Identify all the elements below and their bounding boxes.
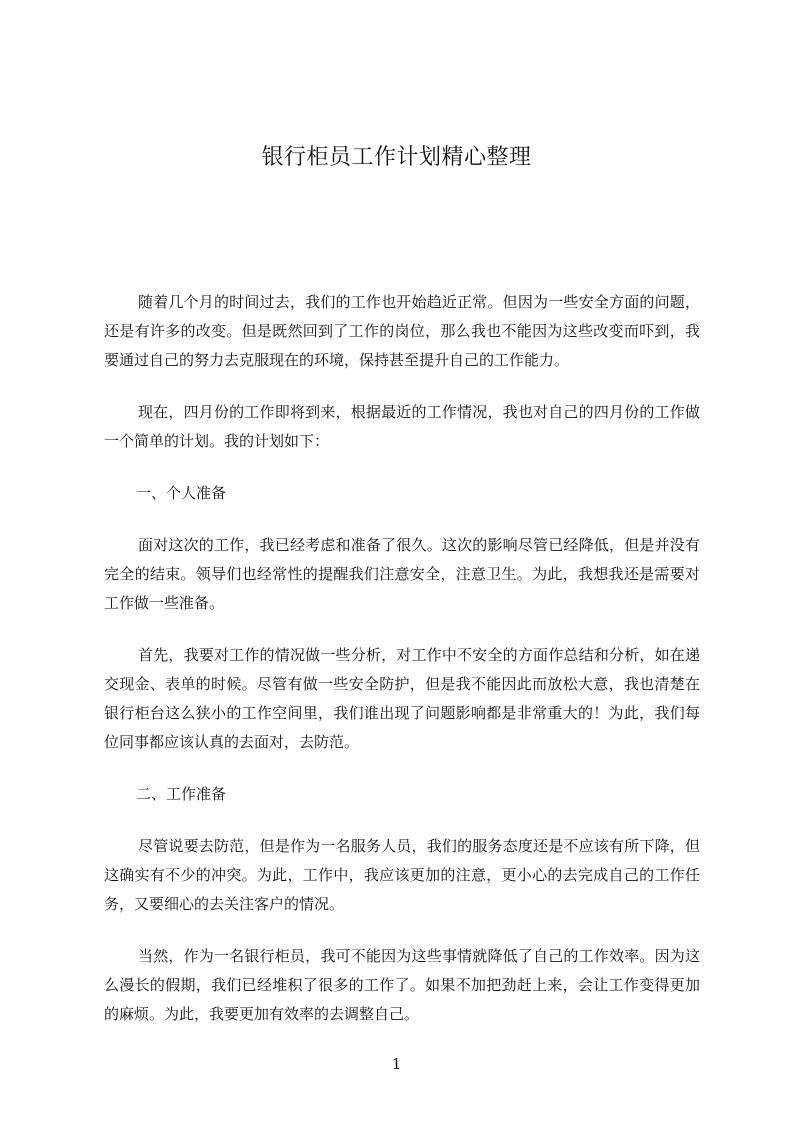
page-number: 1 [391,1055,402,1073]
section-heading-work: 二、工作准备 [136,785,227,803]
paragraph-plan-intro: 现在，四月份的工作即将到来，根据最近的工作情况，我也对自己的四月份的工作做一个简单的计划。我的计划如下： [104,403,700,450]
paragraph-intro: 随着几个月的时间过去，我们的工作也开始趋近正常。但因为一些安全方面的问题，还是有许多的改变。但是既然回到了工作的岗位，那么我也不能因为这些改变而吓到，我要通过自己的努力去克服现在的环境，保持甚至提升自己的工作能力。 [104,293,700,369]
paragraph-service-attitude: 尽管说要去防范，但是作为一名服务人员，我们的服务态度还是不应该有所下降，但这确实有不少的冲突。为此，工作中，我应该更加的注意，更小心的去完成自己的工作任务，又要细心的去关注客户的情况。 [104,837,700,913]
document-title: 银行柜员工作计划精心整理 [261,145,532,170]
section-heading-personal: 一、个人准备 [136,484,227,502]
document-body [104,288,700,1052]
paragraph-personal-prep: 面对这次的工作，我已经考虑和准备了很久。这次的影响尽管已经降低，但是并没有完全的结束。领导们也经常性的提醒我们注意安全，注意卫生。为此，我想我还是需要对工作做一些准备。 [104,536,700,612]
paragraph-efficiency: 当然，作为一名银行柜员，我可不能因为这些事情就降低了自己的工作效率。因为这么漫长的假期，我们已经堆积了很多的工作了。如果不加把劲赶上来，会让工作变得更加的麻烦。为此，我要更加有效率的去调整自己。 [104,947,700,1023]
paragraph-safety-analysis: 首先，我要对工作的情况做一些分析，对工作中不安全的方面作总结和分析，如在递交现金、表单的时候。尽管有做一些安全防护，但是我不能因此而放松大意，我也清楚在银行柜台这么狭小的工作空间里，我们谁出现了问题影响都是非常重大的！为此，我们每位同事都应该认真的去面对，去防范。 [104,646,700,751]
